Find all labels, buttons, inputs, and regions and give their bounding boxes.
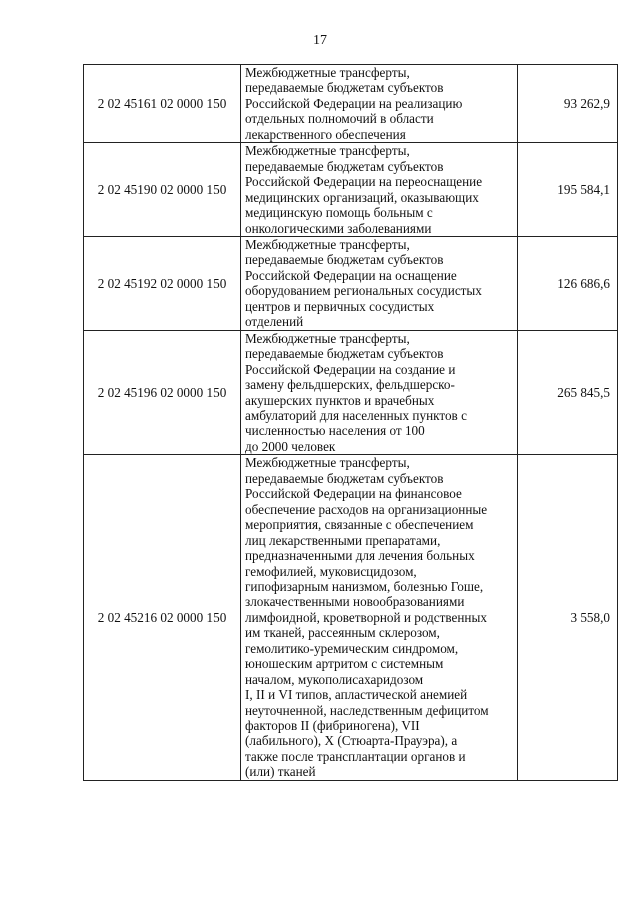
table-row [84, 455, 618, 781]
budget-code-cell: 2 02 45216 02 0000 150 [84, 455, 241, 781]
page-number: 17 [313, 33, 327, 48]
amount-cell: 93 262,9 [518, 65, 618, 143]
budget-table [83, 64, 618, 781]
table-row [84, 330, 618, 455]
amount-cell: 195 584,1 [518, 143, 618, 237]
amount-cell: 3 558,0 [518, 455, 618, 781]
description-cell: Межбюджетные трансферты, передаваемые бюджетам субъектов Российской Федерации на реализацию отдельных полномочий в области лекарственного обеспечения [241, 65, 518, 143]
description-cell: Межбюджетные трансферты, передаваемые бюджетам субъектов Российской Федерации на финансовое обеспечение расходов на организационные мероприятия, связанные с обеспечением лиц лекарственными препаратами, предназначенными для лечения больных гемофилией, муковисцидозом, гипофизарным нанизмом, болезнью Гоше, злокачественными новообразованиями лимфоидной, кроветворной и родственных им тканей, рассеянным склерозом, гемолитико-уремическим синдромом, юношеским артритом с системным началом, мукополисахаридозом I, II и VI типов, апластической анемией неуточненной, наследственным дефицитом факторов II (фибриногена), VII (лабильного), X (Стюарта-Прауэра), а также после трансплантации органов и (или) тканей [241, 455, 518, 781]
budget-code-cell: 2 02 45196 02 0000 150 [84, 330, 241, 455]
table-row [84, 143, 618, 237]
budget-code-cell: 2 02 45192 02 0000 150 [84, 236, 241, 330]
description-cell: Межбюджетные трансферты, передаваемые бюджетам субъектов Российской Федерации на переоснащение медицинских организаций, оказывающих медицинскую помощь больным с онкологическими заболеваниями [241, 143, 518, 237]
description-cell: Межбюджетные трансферты, передаваемые бюджетам субъектов Российской Федерации на создание и замену фельдшерских, фельдшерско- акушерских пунктов и врачебных амбулаторий для населенных пунктов с численностью населения от 100 до 2000 человек [241, 330, 518, 455]
budget-code-cell: 2 02 45190 02 0000 150 [84, 143, 241, 237]
table-row [84, 65, 618, 143]
description-cell: Межбюджетные трансферты, передаваемые бюджетам субъектов Российской Федерации на оснащение оборудованием региональных сосудистых центров и первичных сосудистых отделений [241, 236, 518, 330]
budget-code-cell: 2 02 45161 02 0000 150 [84, 65, 241, 143]
amount-cell: 265 845,5 [518, 330, 618, 455]
table-row [84, 236, 618, 330]
amount-cell: 126 686,6 [518, 236, 618, 330]
